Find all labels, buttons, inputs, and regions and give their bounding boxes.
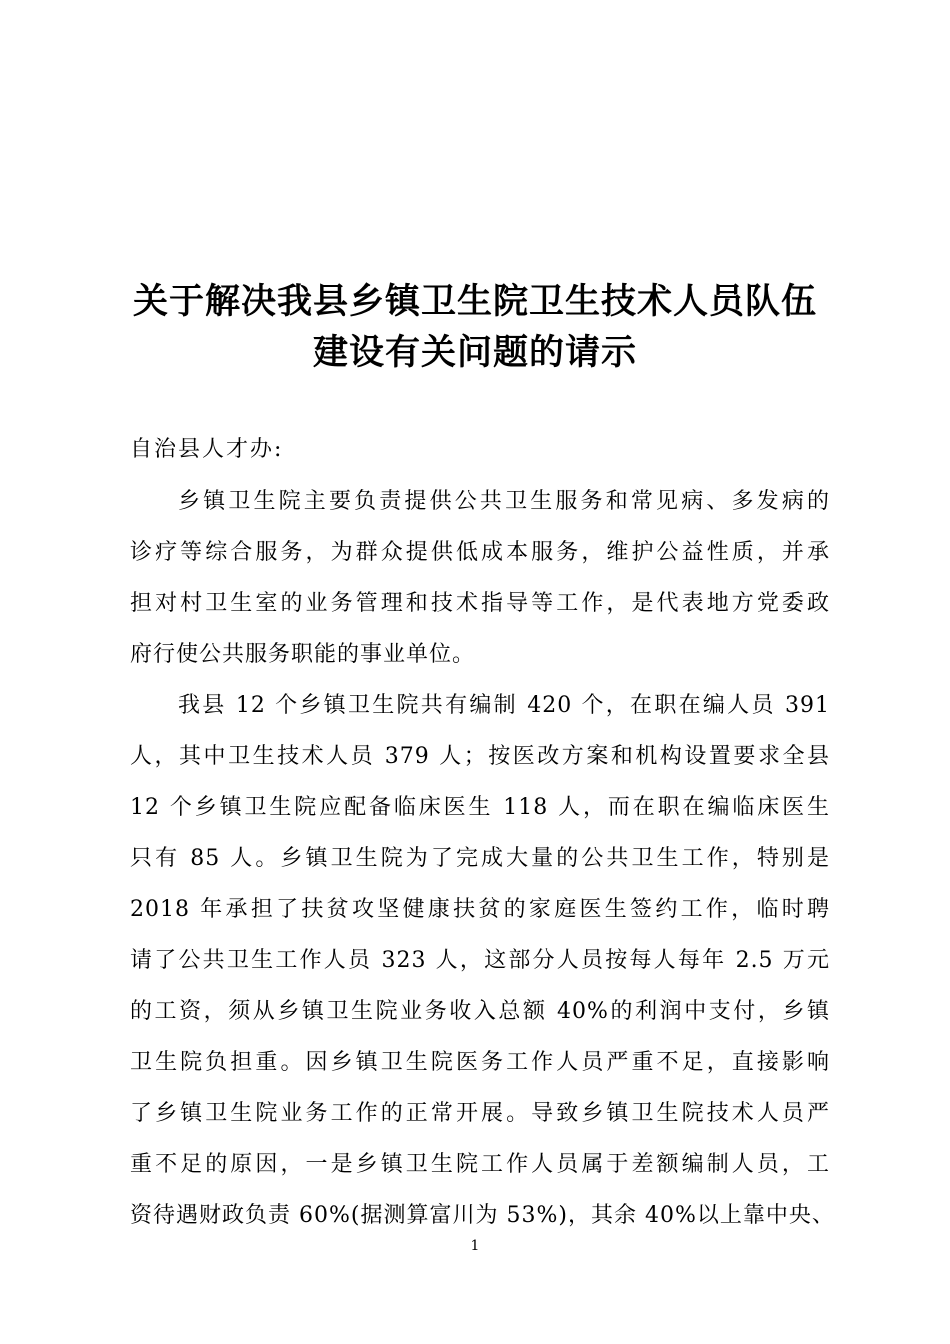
paragraph-2-line: 卫生院负担重。因乡镇卫生院医务工作人员严重不足，直接影响 (130, 1050, 830, 1075)
paragraph-2-line: 人，其中卫生技术人员 379 人；按医改方案和机构设置要求全县 (130, 744, 830, 769)
paragraph-2-line: 2018 年承担了扶贫攻坚健康扶贫的家庭医生签约工作，临时聘 (130, 897, 830, 922)
paragraph-2-line: 12 个乡镇卫生院应配备临床医生 118 人，而在职在编临床医生 (130, 795, 830, 820)
paragraph-1-line: 乡镇卫生院主要负责提供公共卫生服务和常见病、多发病的 (178, 489, 830, 514)
paragraph-2-line: 请了公共卫生工作人员 323 人，这部分人员按每人每年 2.5 万元 (130, 948, 830, 973)
paragraph-2-line: 重不足的原因，一是乡镇卫生院工作人员属于差额编制人员，工 (130, 1152, 830, 1177)
paragraph-2-line: 资待遇财政负责 60%(据测算富川为 53%)，其余 40%以上靠中央、 (130, 1203, 835, 1228)
paragraph-2-line: 只有 85 人。乡镇卫生院为了完成大量的公共卫生工作，特别是 (130, 846, 830, 871)
salutation: 自治县人才办: (130, 437, 284, 462)
document-title-line-2: 建设有关问题的请示 (312, 332, 637, 373)
paragraph-1-line: 担对村卫生室的业务管理和技术指导等工作，是代表地方党委政 (130, 591, 830, 616)
paragraph-1-line: 诊疗等综合服务，为群众提供低成本服务，维护公益性质，并承 (130, 540, 830, 565)
paragraph-2-line: 了乡镇卫生院业务工作的正常开展。导致乡镇卫生院技术人员严 (130, 1101, 830, 1126)
document-title-line-1: 关于解决我县乡镇卫生院卫生技术人员队伍 (132, 281, 817, 322)
paragraph-2-line: 我县 12 个乡镇卫生院共有编制 420 个，在职在编人员 391 (178, 693, 830, 718)
page-number: 1 (470, 1238, 480, 1254)
paragraph-2-line: 的工资，须从乡镇卫生院业务收入总额 40%的利润中支付，乡镇 (130, 999, 830, 1024)
paragraph-1-line: 府行使公共服务职能的事业单位。 (130, 642, 476, 667)
